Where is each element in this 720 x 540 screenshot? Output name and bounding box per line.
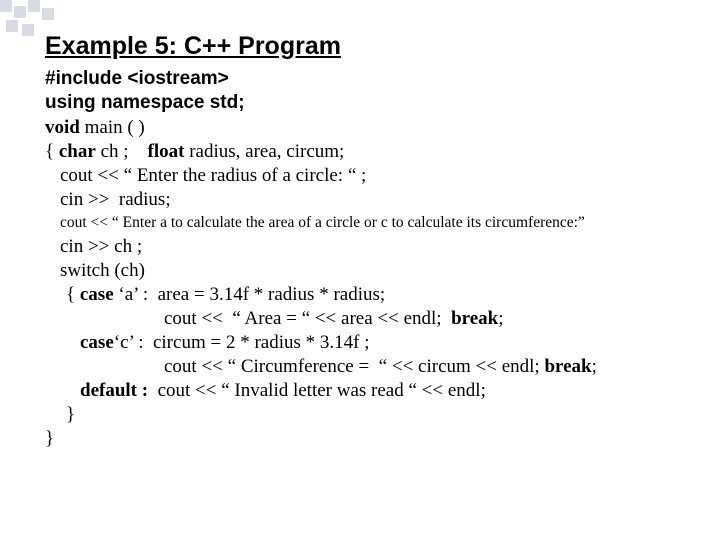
code-line-cout-radius: cout << “ Enter the radius of a circle: “ ; bbox=[60, 165, 367, 186]
code-line-namespace: using namespace std; bbox=[45, 92, 245, 113]
code-line-switch: switch (ch) bbox=[60, 260, 145, 281]
slide-title: Example 5: C++ Program bbox=[45, 32, 341, 60]
code-line-main-close: } bbox=[45, 428, 55, 449]
keyword-char: char bbox=[58, 141, 96, 162]
keyword-break: break bbox=[451, 308, 499, 329]
code-line-default bbox=[80, 380, 486, 402]
code-text: ; bbox=[591, 356, 597, 377]
code-line-case-c bbox=[80, 332, 369, 354]
code-line-declarations bbox=[45, 141, 344, 163]
keyword-default: default : bbox=[80, 380, 149, 401]
code-line-switch-close: } bbox=[66, 404, 76, 425]
code-text: { bbox=[45, 141, 59, 162]
code-text: main ( ) bbox=[79, 117, 145, 138]
code-text: ; bbox=[498, 308, 504, 329]
keyword-case: case bbox=[80, 332, 114, 353]
code-text: ‘a’ : area = 3.14f * radius * radius; bbox=[113, 284, 386, 305]
code-text: ch ; bbox=[95, 141, 148, 162]
code-text: { bbox=[66, 284, 80, 305]
code-line-main bbox=[45, 117, 145, 139]
code-text: cout << “ Invalid letter was read “ << endl; bbox=[148, 380, 486, 401]
code-text: cout << “ Circumference = “ << circum << endl; bbox=[164, 356, 545, 377]
code-text: radius, area, circum; bbox=[184, 141, 345, 162]
code-line-cout-area bbox=[164, 308, 504, 330]
code-line-cout-choice: cout << “ Enter a to calculate the area of a circle or c to calculate its circumference:” bbox=[60, 214, 585, 231]
code-line-cin-ch: cin >> ch ; bbox=[60, 236, 143, 257]
keyword-case: case bbox=[79, 284, 114, 305]
code-text: ‘c’ : circum = 2 * radius * 3.14f ; bbox=[113, 332, 370, 353]
code-line-case-a bbox=[66, 284, 385, 306]
code-line-cout-circumference bbox=[164, 356, 597, 378]
keyword-float: float bbox=[147, 141, 185, 162]
keyword-break: break bbox=[544, 356, 592, 377]
keyword-void: void bbox=[45, 117, 80, 138]
code-line-include: #include <iostream> bbox=[45, 68, 229, 89]
code-line-cin-radius: cin >> radius; bbox=[60, 189, 171, 210]
code-text: cout << “ Area = “ << area << endl; bbox=[164, 308, 452, 329]
